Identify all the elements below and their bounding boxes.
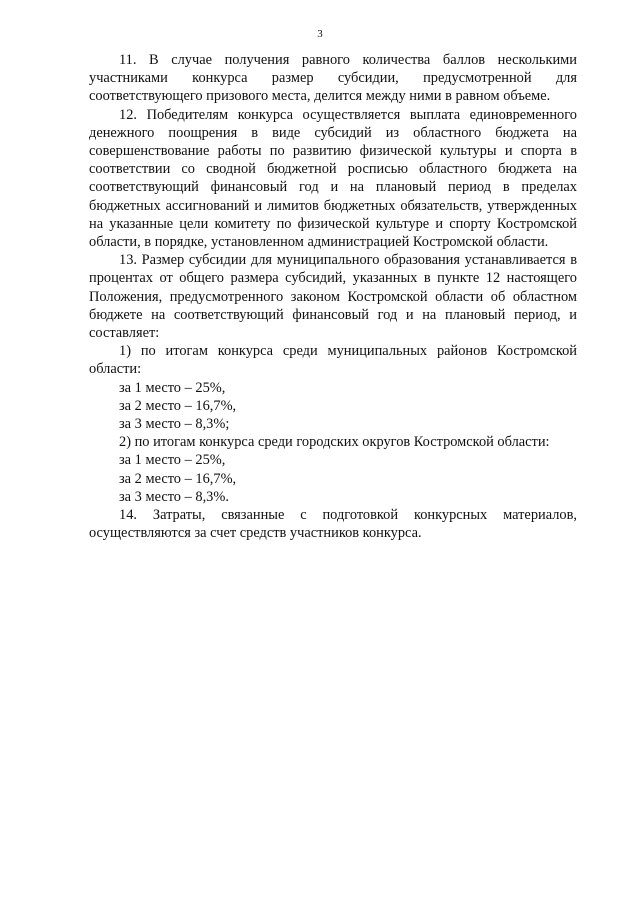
subitem-2-place-3: за 3 место – 8,3%. (119, 488, 229, 505)
paragraph-13: 13. Размер субсидии для муниципального образования устанавливается в процентах от общего размера субсидий, указанных в пункте 12 настоящего Положения, предусмотренного законом Костромской области об областном бюджете на соответствующий финансовый год и на плановый период, и составляет: (89, 252, 577, 342)
subitem-2: 2) по итогам конкурса среди городских округов Костромской области: (119, 434, 550, 451)
subitem-2-place-2: за 2 место – 16,7%, (119, 470, 237, 487)
subitem-1-place-3: за 3 место – 8,3%; (119, 416, 230, 433)
paragraph-12: 12. Победителям конкурса осуществляется выплата единовременного денежного поощрения в виде субсидий из областного бюджета на совершенствование работы по развитию физической культуры и спорта в соответствии со сводной бюджетной росписью областного бюджета на соответствующий финансовый год и на плановый период в пределах бюджетных ассигнований и лимитов бюджетных обязательств, утвержденных на указанные цели комитету по физической культуре и спорту Костромской области, в порядке, установленном администрацией Костромской области. (89, 106, 577, 251)
subitem-1-place-2: за 2 место – 16,7%, (119, 397, 237, 414)
subitem-2-place-1: за 1 место – 25%, (119, 452, 226, 469)
subitem-1-place-1: за 1 место – 25%, (119, 379, 226, 396)
paragraph-11: 11. В случае получения равного количества баллов несколькими участниками конкурса размер субсидии, предусмотренной для соответствующего призового места, делится между ними в равном объеме. (89, 52, 577, 105)
subitem-1: 1) по итогам конкурса среди муниципальных районов Костромской области: (89, 343, 577, 378)
document-body (89, 51, 577, 542)
paragraph-14: 14. Затраты, связанные с подготовкой конкурсных материалов, осуществляются за счет средств участников конкурса. (89, 507, 577, 542)
page-number: 3 (317, 28, 323, 40)
